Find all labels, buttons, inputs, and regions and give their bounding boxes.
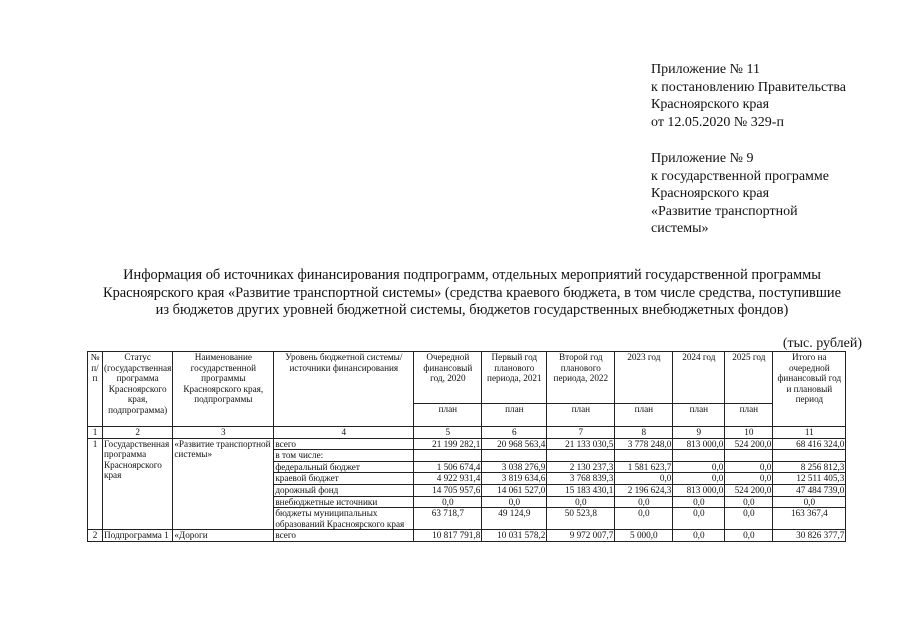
value-cell: 0,0 [725, 530, 773, 542]
value-cell: 5 000,0 [615, 530, 673, 542]
appendix-line: Красноярского края [651, 186, 770, 201]
col-number: 10 [725, 427, 773, 439]
value-cell: 0,0 [615, 496, 673, 508]
value-cell: 0,0 [725, 473, 773, 485]
value-cell: 12 511 405,3 [773, 473, 846, 485]
row-level: краевой бюджет [274, 473, 414, 485]
value-cell: 524 200,0 [725, 438, 773, 450]
row-num: 1 [88, 438, 103, 530]
appendix-line: к постановлению Правительства [651, 79, 847, 95]
title-line: Красноярского края «Развитие транспортной системы» (средства краевого бюджета, в том числе средства, поступившие [102, 284, 842, 301]
col-number: 2 [103, 427, 173, 439]
value-cell [773, 450, 846, 462]
header-name: Наименование государственной программы Красноярского края, подпрограммы [173, 352, 274, 427]
value-cell: 49 124,9 [482, 508, 547, 530]
value-cell: 0,0 [547, 496, 615, 508]
value-cell: 0,0 [773, 496, 846, 508]
value-cell: 3 768 839,3 [547, 473, 615, 485]
title-line: Информация об источниках финансирования подпрограмм, отдельных мероприятий государственной программы [123, 267, 821, 283]
row-level: внебюджетные источники [274, 496, 414, 508]
row-level: федеральный бюджет [274, 461, 414, 473]
title-line: из бюджетов других уровней бюджетной системы, бюджетов государственных внебюджетных фондов) [155, 302, 789, 318]
row-name: «Развитие транспортной системы» [173, 438, 274, 530]
row-level: в том числе: [274, 450, 414, 462]
appendix-line: «Развитие транспортной [651, 203, 798, 219]
value-cell: 0,0 [673, 473, 725, 485]
header-plan: план [547, 404, 615, 427]
value-cell: 15 183 430,1 [547, 484, 615, 496]
appendix-11-block [651, 61, 846, 131]
value-cell: 10 031 578,2 [482, 530, 547, 542]
col-number: 6 [482, 427, 547, 439]
value-cell: 20 968 563,4 [482, 438, 547, 450]
value-cell: 0,0 [725, 461, 773, 473]
value-cell: 21 199 282,1 [414, 438, 482, 450]
value-cell: 0,0 [615, 473, 673, 485]
col-number: 4 [274, 427, 414, 439]
value-cell: 14 705 957,6 [414, 484, 482, 496]
value-cell: 47 484 739,0 [773, 484, 846, 496]
appendix-line: к государственной программе [651, 168, 829, 184]
column-number-row [88, 427, 846, 439]
units-label: (тыс. рублей) [782, 336, 862, 351]
value-cell: 0,0 [673, 461, 725, 473]
value-cell [725, 450, 773, 462]
value-cell: 0,0 [482, 496, 547, 508]
header-row [88, 352, 846, 404]
header-2022: Второй год планового периода, 2022 [547, 352, 615, 404]
col-number: 5 [414, 427, 482, 439]
header-2020: Очередной финансовый год, 2020 [414, 352, 482, 404]
value-cell: 0,0 [725, 496, 773, 508]
row-status: Подпрограмма 1 [103, 530, 173, 542]
appendix-line: Приложение № 9 [651, 151, 754, 166]
value-cell: 163 367,4 [773, 508, 846, 530]
row-level: всего [274, 438, 414, 450]
appendix-line: системы» [651, 221, 709, 236]
value-cell: 3 038 276,9 [482, 461, 547, 473]
value-cell [673, 450, 725, 462]
header-level: Уровень бюджетной системы/источники финансирования [274, 352, 414, 427]
header-plan: план [615, 404, 673, 427]
header-plan: план [673, 404, 725, 427]
header-2023: 2023 год [615, 352, 673, 404]
appendix-line: от 12.05.2020 № 329-п [651, 114, 784, 130]
header-total: Итого на очередной финансовый год и плановый период [773, 352, 846, 427]
value-cell: 0,0 [673, 508, 725, 530]
value-cell: 8 256 812,3 [773, 461, 846, 473]
value-cell: 813 000,0 [673, 438, 725, 450]
row-level: дорожный фонд [274, 484, 414, 496]
value-cell [414, 450, 482, 462]
value-cell [615, 450, 673, 462]
value-cell: 50 523,8 [547, 508, 615, 530]
value-cell: 0,0 [673, 530, 725, 542]
financing-table [87, 351, 846, 542]
row-num: 2 [88, 530, 103, 542]
value-cell: 0,0 [725, 508, 773, 530]
value-cell: 3 819 634,6 [482, 473, 547, 485]
header-2021: Первый год планового периода, 2021 [482, 352, 547, 404]
value-cell: 0,0 [615, 508, 673, 530]
col-number: 11 [773, 427, 846, 439]
value-cell: 14 061 527,0 [482, 484, 547, 496]
col-number: 1 [88, 427, 103, 439]
value-cell: 4 922 931,4 [414, 473, 482, 485]
appendix-line: Приложение № 11 [651, 62, 760, 77]
value-cell: 524 200,0 [725, 484, 773, 496]
value-cell: 9 972 007,7 [547, 530, 615, 542]
value-cell: 63 718,7 [414, 508, 482, 530]
header-2024: 2024 год [673, 352, 725, 404]
col-number: 7 [547, 427, 615, 439]
value-cell: 0,0 [673, 496, 725, 508]
value-cell: 3 778 248,0 [615, 438, 673, 450]
header-plan: план [482, 404, 547, 427]
value-cell: 1 581 623,7 [615, 461, 673, 473]
col-number: 3 [173, 427, 274, 439]
document-title [60, 267, 884, 320]
value-cell: 68 416 324,0 [773, 438, 846, 450]
appendix-line: Красноярского края [651, 97, 770, 112]
value-cell: 30 826 377,7 [773, 530, 846, 542]
header-plan: план [414, 404, 482, 427]
row-level: бюджеты муниципальных образований Красноярского края [274, 508, 414, 530]
value-cell: 813 000,0 [673, 484, 725, 496]
value-cell [547, 450, 615, 462]
value-cell: 21 133 030,5 [547, 438, 615, 450]
value-cell: 0,0 [414, 496, 482, 508]
header-num: № п/п [88, 352, 103, 427]
col-number: 8 [615, 427, 673, 439]
table-row [88, 438, 846, 450]
header-2025: 2025 год [725, 352, 773, 404]
col-number: 9 [673, 427, 725, 439]
header-status: Статус (государственная программа Красноярского края, подпрограмма) [103, 352, 173, 427]
header-plan: план [725, 404, 773, 427]
value-cell: 10 817 791,8 [414, 530, 482, 542]
row-name: «Дороги [173, 530, 274, 542]
value-cell [482, 450, 547, 462]
appendix-9-block [651, 150, 829, 238]
value-cell: 1 506 674,4 [414, 461, 482, 473]
value-cell: 2 196 624,3 [615, 484, 673, 496]
row-level: всего [274, 530, 414, 542]
value-cell: 2 130 237,3 [547, 461, 615, 473]
table-row [88, 530, 846, 542]
row-status: Государственная программа Красноярского края [103, 438, 173, 530]
